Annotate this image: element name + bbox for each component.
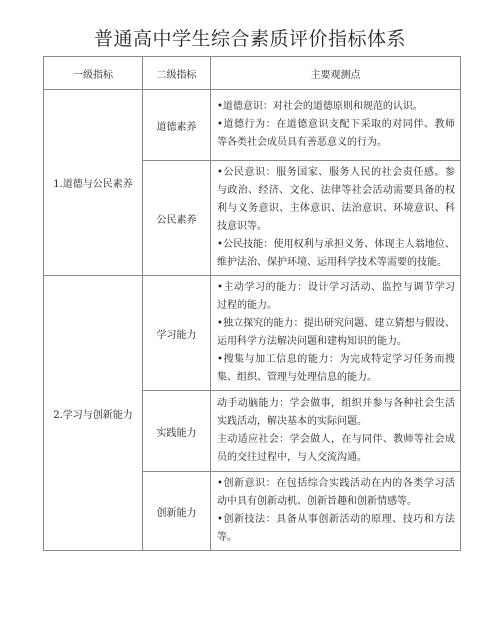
- level2-cell: 创新能力: [143, 472, 211, 551]
- observation-point: •道德行为：在道德意识支配下采取的对同伴、教师 等各类社会成员具有善恶意义的行为。: [217, 119, 455, 148]
- table-row: [44, 90, 461, 161]
- observation-point: •公民技能：使用权利与承担义务、体现主人翁地位、 维护法治、保护环境、运用科学技术等需要的技能。: [217, 239, 455, 268]
- observation-point: •创新技法：具备从事创新活动的原理、技巧和方法 等。: [217, 514, 455, 543]
- observation-point: •公民意识：服务国家、服务人民的社会责任感。参 与政治、经济、文化、法律等社会活动需要具备的权 利与义务意识、主体意识、法治意识、环境意识、科 技意识等。: [217, 167, 455, 232]
- level2-cell: 道德素养: [143, 90, 211, 161]
- observation-points-cell: [211, 276, 461, 391]
- observation-point: •主动学习的能力：设计学习活动、监控与调节学习 过程的能力。: [217, 282, 455, 311]
- observation-points-cell: [211, 391, 461, 472]
- observation-points-cell: [211, 472, 461, 551]
- header-level2: 二级指标: [143, 57, 211, 90]
- table-header-row: [44, 57, 461, 90]
- observation-points-cell: [211, 90, 461, 161]
- observation-point: 主动适应社会：学会做人，在与同伴、教师等社会成 员的交往过程中，与人交流沟通。: [217, 434, 455, 463]
- level2-cell: 实践能力: [143, 391, 211, 472]
- level1-cell: 2.学习与创新能力: [44, 276, 143, 551]
- evaluation-index-table: [43, 56, 461, 551]
- level1-cell: 1.道德与公民素养: [44, 90, 143, 276]
- level2-cell: 公民素养: [143, 161, 211, 276]
- observation-point: •创新意识：在包括综合实践活动在内的各类学习活 动中具有创新动机、创新旨趣和创新情感等。: [217, 478, 455, 507]
- observation-point: •搜集与加工信息的能力：为完成特定学习任务而搜 集、组织、管理与处理信息的能力。: [217, 354, 455, 383]
- observation-point: •道德意识：对社会的道德原则和规范的认识。: [217, 101, 423, 112]
- header-observation-points: 主要观测点: [211, 57, 461, 90]
- header-level1: 一级指标: [44, 57, 143, 90]
- observation-points-cell: [211, 161, 461, 276]
- observation-point: •独立探究的能力：提出研究问题、建立猜想与假设、 运用科学方法解决问题和建构知识的能力。: [217, 318, 455, 347]
- observation-point: 动手动脑能力：学会做事，组织并参与各种社会生活 实践活动，解决基本的实际问题。: [217, 398, 455, 427]
- table-row: [44, 276, 461, 391]
- page-title: 普通高中学生综合素质评价指标体系: [93, 28, 406, 50]
- level2-cell: 学习能力: [143, 276, 211, 391]
